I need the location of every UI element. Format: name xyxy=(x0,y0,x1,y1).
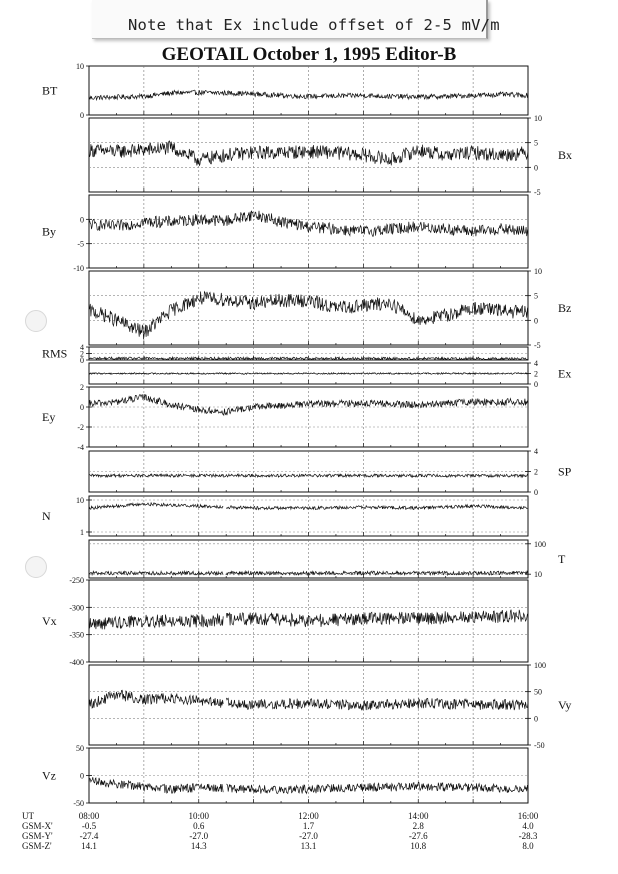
tick-label-Vx-0: -400 xyxy=(69,658,84,667)
panel-label-Bz: Bz xyxy=(558,301,572,315)
tick-label-Vy-2: 50 xyxy=(534,687,542,697)
orbit-value-0-0: -0.5 xyxy=(81,821,97,831)
tick-label-By-1: -5 xyxy=(77,239,84,249)
panel-label-BT: BT xyxy=(42,83,58,98)
figure-title: GEOTAIL October 1, 1995 Editor-B xyxy=(161,44,457,65)
tick-label-Ey-3: 2 xyxy=(80,383,84,392)
orbit-row-label-0: GSM-X' xyxy=(22,821,53,831)
tick-label-Bx-2: 5 xyxy=(534,138,538,148)
panel-label-Vy: Vy xyxy=(558,698,572,712)
tick-label-RMS-2: 4 xyxy=(80,343,84,352)
orbit-value-1-2: -27.0 xyxy=(299,831,318,841)
tick-label-BT-0: 0 xyxy=(80,111,84,120)
panel-label-N: N xyxy=(42,509,51,523)
x-tick-label-2: 12:00 xyxy=(298,811,319,821)
tick-label-SP-2: 4 xyxy=(534,447,538,456)
tick-label-T-1: 100 xyxy=(534,539,546,549)
panel-label-Ey: Ey xyxy=(42,410,56,424)
tick-label-Ey-2: 0 xyxy=(80,403,84,412)
tick-label-Vz-1: 0 xyxy=(80,771,84,781)
x-tick-label-1: 10:00 xyxy=(188,811,210,821)
tick-label-By-2: 0 xyxy=(80,215,84,225)
orbit-value-1-0: -27.4 xyxy=(79,831,99,841)
panel-label-Bx: Bx xyxy=(558,148,573,162)
orbit-value-0-2: 1.7 xyxy=(302,821,315,831)
orbit-value-1-4: -28.3 xyxy=(518,831,538,841)
panel-label-T: T xyxy=(558,552,566,566)
orbit-value-1-1: -27.0 xyxy=(189,831,209,841)
orbit-row-label-1: GSM-Y' xyxy=(22,831,53,841)
tick-label-RMS-0: 0 xyxy=(80,356,84,365)
tick-label-SP-0: 0 xyxy=(534,488,538,497)
orbit-value-0-4: 4.0 xyxy=(522,821,534,831)
tick-label-Vy-3: 100 xyxy=(534,661,546,670)
tick-label-Vz-2: 50 xyxy=(76,744,84,753)
x-tick-label-3: 14:00 xyxy=(407,811,429,821)
tick-label-Bz-2: 5 xyxy=(534,291,538,301)
tick-label-Ey-1: -2 xyxy=(77,423,84,432)
series-line-Bx xyxy=(89,141,528,166)
panel-label-SP: SP xyxy=(558,464,572,479)
x-tick-label-4: 16:00 xyxy=(517,811,539,821)
orbit-value-0-1: 0.6 xyxy=(193,821,205,831)
tick-label-Ey-0: -4 xyxy=(77,443,84,452)
tick-label-Ex-2: 4 xyxy=(534,359,538,368)
orbit-value-2-2: 13.1 xyxy=(300,841,317,851)
tick-label-Bz-0: -5 xyxy=(534,341,541,350)
panel-label-Vx: Vx xyxy=(42,614,57,628)
tick-label-SP-1: 2 xyxy=(534,467,538,477)
tick-label-Vz-0: -50 xyxy=(73,799,84,808)
tick-label-Bx-0: -5 xyxy=(534,188,541,197)
tick-label-Vx-3: -250 xyxy=(69,576,84,585)
orbit-row-label-2: GSM-Z' xyxy=(22,841,52,851)
tick-label-Bz-1: 0 xyxy=(534,316,538,326)
orbit-value-2-3: 10.8 xyxy=(410,841,427,851)
panel-label-By: By xyxy=(42,224,57,239)
note-text: Note that Ex include offset of 2-5 mV/m xyxy=(128,16,500,34)
tick-label-RMS-1: 2 xyxy=(80,349,84,359)
tick-label-Vx-1: -350 xyxy=(69,630,84,640)
tick-label-BT-1: 10 xyxy=(76,62,84,71)
orbit-value-2-1: 14.3 xyxy=(190,841,207,851)
tick-label-Vy-1: 0 xyxy=(534,714,538,724)
series-line-N xyxy=(89,503,528,510)
panel-label-RMS: RMS xyxy=(42,346,68,361)
tick-label-Vx-2: -300 xyxy=(69,603,84,613)
orbit-value-1-3: -27.6 xyxy=(408,831,428,841)
orbit-value-2-0: 14.1 xyxy=(81,841,97,851)
tick-label-Vy-0: -50 xyxy=(534,741,545,750)
tick-label-Bx-1: 0 xyxy=(534,163,538,173)
tick-label-Ex-1: 2 xyxy=(534,369,538,379)
tick-label-Bz-3: 10 xyxy=(534,267,542,276)
panel-label-Vz: Vz xyxy=(42,768,56,783)
ut-label: UT xyxy=(22,811,34,821)
x-tick-label-0: 08:00 xyxy=(78,811,100,821)
tick-label-By-0: -10 xyxy=(73,264,84,273)
orbit-value-2-4: 8.0 xyxy=(522,841,534,851)
tick-label-Bx-3: 10 xyxy=(534,114,542,123)
tick-label-N-1: 10 xyxy=(76,496,84,505)
orbit-value-0-3: 2.8 xyxy=(412,821,424,831)
tick-label-Ex-0: 0 xyxy=(534,380,538,389)
tick-label-N-0: 1 xyxy=(80,528,84,537)
tick-label-T-0: 10 xyxy=(534,570,542,580)
panel-label-Ex: Ex xyxy=(558,366,572,381)
